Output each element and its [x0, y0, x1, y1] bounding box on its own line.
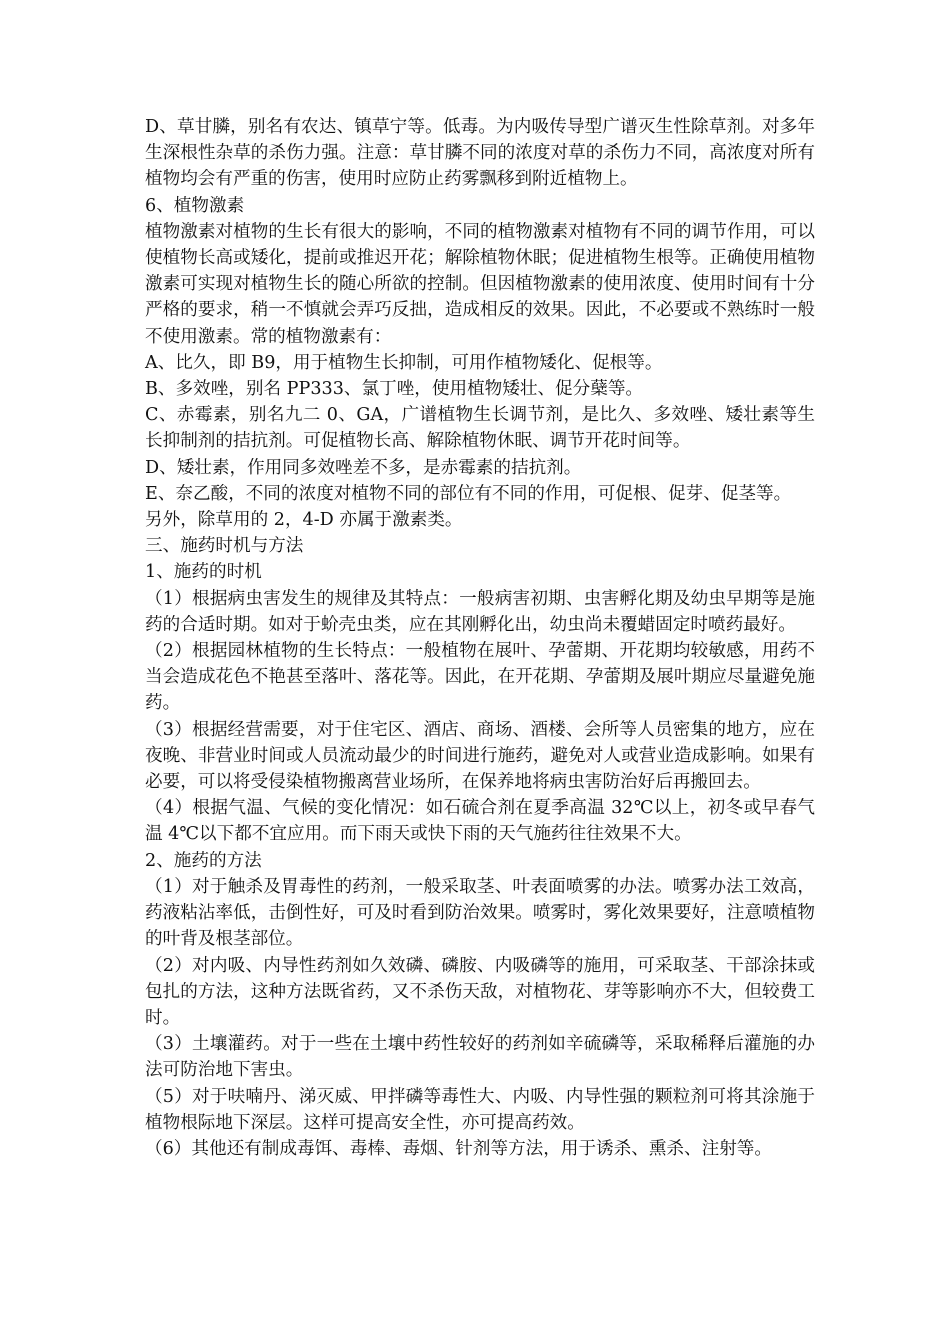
paragraph-timing-4: （4）根据气温、气候的变化情况：如石硫合剂在夏季高温 32℃以上，初冬或早春气温 4℃以下都不宜应用。而下雨天或快下雨的天气施药往往效果不大。: [145, 798, 815, 845]
paragraph-timing-2: （2）根据园林植物的生长特点：一般植物在展叶、孕蕾期、开花期均较敏感，用药不当会造成花色不艳甚至落叶、落花等。因此，在开花期、孕蕾期及展叶期应尽量避免施药。: [145, 641, 815, 714]
paragraph-method-3: （3）土壤灌药。对于一些在土壤中药性较好的药剂如辛硫磷等，采取稀释后灌施的办法可防治地下害虫。: [145, 1034, 815, 1081]
heading-application-timing-methods: 三、施药时机与方法: [145, 536, 304, 557]
paragraph-hormones-intro: 植物激素对植物的生长有很大的影响，不同的植物激素对植物有不同的调节作用，可以使植物长高或矮化，提前或推迟开花；解除植物休眠；促进植物生根等。正确使用植物激素可实现对植物生长的随心所欲的控制。但因植物激素的使用浓度、使用时间有十分严格的要求，稍一不慎就会弄巧反拙，造成相反的效果。因此，不必要或不熟练时一般不使用激素。常的植物激素有：: [145, 221, 815, 347]
paragraph-timing-1: （1）根据病虫害发生的规律及其特点：一般病害初期、虫害孵化期及幼虫早期等是施药的合适时期。如对于蚧壳虫类，应在其刚孵化出，幼虫尚未覆蜡固定时喷药最好。: [145, 588, 815, 635]
paragraph-method-2: （2）对内吸、内导性药剂如久效磷、磷胺、内吸磷等的施用，可采取茎、干部涂抹或包扎的方法，这种方法既省药，又不杀伤天敌，对植物花、芽等影响亦不大，但较费工时。: [145, 955, 815, 1028]
paragraph-method-6: （6）其他还有制成毒饵、毒棒、毒烟、针剂等方法，用于诱杀、熏杀、注射等。: [145, 1138, 772, 1159]
paragraph-24d: 另外，除草用的 2，4-D 亦属于激素类。: [145, 510, 463, 531]
heading-plant-hormones: 6、植物激素: [145, 195, 245, 216]
paragraph-timing-3: （3）根据经营需要，对于住宅区、酒店、商场、酒楼、会所等人员密集的地方，应在夜晚、非营业时间或人员流动最少的时间进行施药，避免对人或营业造成影响。如果有必要，可以将受侵染植物搬离营业场所，在保养地将病虫害防治好后再搬回去。: [145, 719, 815, 793]
heading-application-timing: 1、施药的时机: [145, 562, 262, 583]
paragraph-b9: A、比久，即 B9，用于植物生长抑制，可用作植物矮化、促根等。: [145, 352, 663, 373]
paragraph-method-1: （1）对于触杀及胃毒性的药剂，一般采取茎、叶表面喷雾的办法。喷雾办法工效高，药液粘沾率低，击倒性好，可及时看到防治效果。喷雾时，雾化效果要好，注意喷植物的叶背及根茎部位。: [145, 876, 815, 950]
paragraph-chlormequat: D、矮壮素，作用同多效唑差不多，是赤霉素的拮抗剂。: [145, 457, 582, 478]
document-page: [145, 114, 815, 1162]
paragraph-naa: E、奈乙酸，不同的浓度对植物不同的部位有不同的作用，可促根、促芽、促茎等。: [145, 483, 792, 504]
paragraph-method-5: （5）对于呋喃丹、涕灭威、甲拌磷等毒性大、内吸、内导性强的颗粒剂可将其涂施于植物根际地下深层。这样可提高安全性，亦可提高药效。: [145, 1086, 815, 1133]
paragraph-glyphosate: D、草甘膦，别名有农达、镇草宁等。低毒。为内吸传导型广谱灭生性除草剂。对多年生深根性杂草的杀伤力强。注意：草甘膦不同的浓度对草的杀伤力不同，高浓度对所有植物均会有严重的伤害，使用时应防止药雾飘移到附近植物上。: [145, 117, 815, 190]
paragraph-gibberellin: C、赤霉素，别名九二 0、GA，广谱植物生长调节剂，是比久、多效唑、矮壮素等生长抑制剂的拮抗剂。可促植物长高、解除植物休眠、调节开花时间等。: [145, 405, 815, 452]
heading-application-methods: 2、施药的方法: [145, 850, 262, 871]
paragraph-pp333: B、多效唑，别名 PP333、氯丁唑，使用植物矮壮、促分蘖等。: [145, 379, 644, 400]
